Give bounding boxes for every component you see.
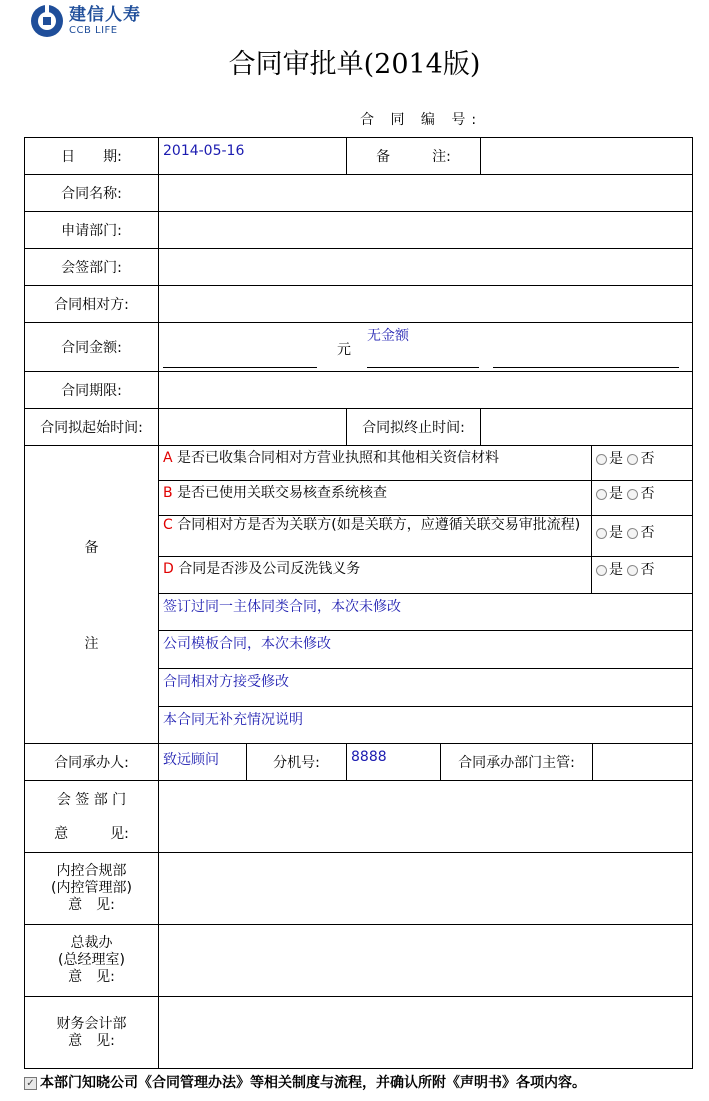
question-b-yes-label: 是 bbox=[609, 486, 623, 502]
supervisor-label: 合同承办部门主管: bbox=[441, 744, 593, 781]
question-c-letter: C bbox=[163, 517, 173, 533]
cosign-dept-field[interactable] bbox=[159, 249, 693, 286]
question-c-no-label: 否 bbox=[640, 525, 655, 541]
finance-opinion-line1: 财务会计部 bbox=[56, 1015, 127, 1032]
compliance-opinion-line2: (内控管理部) bbox=[51, 880, 132, 896]
gm-opinion-field[interactable] bbox=[159, 925, 693, 997]
apply-dept-field[interactable] bbox=[159, 212, 693, 249]
compliance-opinion-label bbox=[25, 853, 159, 925]
question-b-no-radio[interactable] bbox=[627, 489, 638, 500]
question-d-no-radio[interactable] bbox=[627, 565, 638, 576]
amount-cell bbox=[159, 323, 693, 372]
remark-field[interactable] bbox=[481, 138, 693, 175]
contract-no-label: 合 同 编 号: bbox=[360, 112, 483, 128]
term-label: 合同期限: bbox=[25, 372, 159, 409]
amount-note-input[interactable] bbox=[367, 367, 479, 368]
question-b-text: 是否已使用关联交易核查系统核查 bbox=[177, 485, 388, 501]
question-c-yes-radio[interactable] bbox=[596, 528, 607, 539]
page-title: 合同审批单(2014版) bbox=[228, 49, 481, 80]
question-a bbox=[159, 446, 692, 481]
note-line-1[interactable]: 签订过同一主体同类合同，本次未修改 bbox=[159, 594, 692, 631]
question-d-yes-label: 是 bbox=[609, 562, 623, 578]
cosign-opinion-line2: 意 见: bbox=[54, 825, 129, 842]
question-b-letter: B bbox=[163, 485, 173, 501]
gm-opinion-line2: (总经理室) bbox=[58, 952, 125, 968]
cosign-dept-label: 会签部门: bbox=[25, 249, 159, 286]
amount-unit: 元 bbox=[337, 342, 351, 358]
end-time-label: 合同拟终止时间: bbox=[347, 409, 481, 446]
question-b-no-label: 否 bbox=[640, 486, 655, 502]
notes-label-1: 备 bbox=[84, 539, 99, 556]
contract-name-field[interactable] bbox=[159, 175, 693, 212]
date-label: 日 期: bbox=[25, 138, 159, 175]
start-time-label: 合同拟起始时间: bbox=[25, 409, 159, 446]
handler-label: 合同承办人: bbox=[25, 744, 159, 781]
question-a-yes-radio[interactable] bbox=[596, 454, 607, 465]
gm-opinion-line1: 总裁办 bbox=[70, 935, 113, 951]
footer-text: 本部门知晓公司《合同管理办法》等相关制度与流程，并确认所附《声明书》各项内容。 bbox=[40, 1075, 586, 1091]
question-b-yes-radio[interactable] bbox=[596, 489, 607, 500]
question-c-no-radio[interactable] bbox=[627, 528, 638, 539]
finance-opinion-line2: 意 见: bbox=[68, 1032, 115, 1049]
counterparty-field[interactable] bbox=[159, 286, 693, 323]
start-time-field[interactable] bbox=[159, 409, 347, 446]
ext-field[interactable]: 8888 bbox=[347, 744, 441, 781]
notes-label-cell bbox=[25, 446, 159, 744]
question-d-yes-radio[interactable] bbox=[596, 565, 607, 576]
question-b bbox=[159, 481, 692, 516]
question-a-yes-label: 是 bbox=[609, 451, 623, 467]
amount-extra-input[interactable] bbox=[493, 367, 679, 368]
amount-label: 合同金额: bbox=[25, 323, 159, 372]
gm-opinion-label bbox=[25, 925, 159, 997]
amount-note: 无金额 bbox=[367, 328, 409, 344]
logo-cn: 建信人寿 bbox=[69, 4, 141, 25]
footer-confirmation bbox=[24, 1072, 586, 1092]
note-line-2[interactable]: 公司模板合同，本次未修改 bbox=[159, 631, 692, 669]
notes-label-2: 注 bbox=[84, 635, 99, 652]
apply-dept-label: 申请部门: bbox=[25, 212, 159, 249]
handler-field[interactable]: 致远顾问 bbox=[159, 744, 247, 781]
ext-label: 分机号: bbox=[247, 744, 347, 781]
finance-opinion-label bbox=[25, 997, 159, 1069]
confirm-checkbox[interactable]: ✓ bbox=[24, 1077, 37, 1090]
question-c bbox=[159, 516, 692, 557]
finance-opinion-field[interactable] bbox=[159, 997, 693, 1069]
question-a-no-label: 否 bbox=[640, 451, 655, 467]
question-d-letter: D bbox=[163, 561, 174, 577]
supervisor-field[interactable] bbox=[593, 744, 693, 781]
date-field[interactable]: 2014-05-16 bbox=[159, 138, 347, 175]
counterparty-label: 合同相对方: bbox=[25, 286, 159, 323]
remark-label: 备 注: bbox=[347, 138, 481, 175]
cosign-opinion-label bbox=[25, 781, 159, 853]
question-d-text: 合同是否涉及公司反洗钱义务 bbox=[178, 561, 361, 577]
cosign-opinion-line1: 会 签 部 门 bbox=[56, 791, 127, 808]
approval-form bbox=[24, 137, 693, 1069]
question-d bbox=[159, 557, 692, 594]
question-c-yes-label: 是 bbox=[609, 525, 623, 541]
contract-name-label: 合同名称: bbox=[25, 175, 159, 212]
logo-en: CCB LIFE bbox=[69, 24, 118, 36]
compliance-opinion-field[interactable] bbox=[159, 853, 693, 925]
cosign-opinion-field[interactable] bbox=[159, 781, 693, 853]
company-logo bbox=[30, 3, 141, 39]
question-a-text: 是否已收集合同相对方营业执照和其他相关资信材料 bbox=[177, 450, 500, 466]
question-d-no-label: 否 bbox=[640, 562, 655, 578]
notes-cell bbox=[159, 446, 693, 744]
compliance-opinion-line3: 意 见: bbox=[68, 897, 115, 913]
question-c-text: 合同相对方是否为关联方(如是关联方，应遵循关联交易审批流程) bbox=[177, 517, 581, 533]
note-line-3[interactable]: 合同相对方接受修改 bbox=[159, 669, 692, 707]
ccb-logo-icon bbox=[30, 4, 64, 38]
note-line-4[interactable]: 本合同无补充情况说明 bbox=[163, 712, 303, 728]
question-a-letter: A bbox=[163, 450, 173, 466]
question-a-no-radio[interactable] bbox=[627, 454, 638, 465]
end-time-field[interactable] bbox=[481, 409, 693, 446]
compliance-opinion-line1: 内控合规部 bbox=[56, 863, 127, 879]
term-field[interactable] bbox=[159, 372, 693, 409]
amount-input[interactable] bbox=[163, 367, 317, 368]
gm-opinion-line3: 意 见: bbox=[68, 969, 115, 985]
